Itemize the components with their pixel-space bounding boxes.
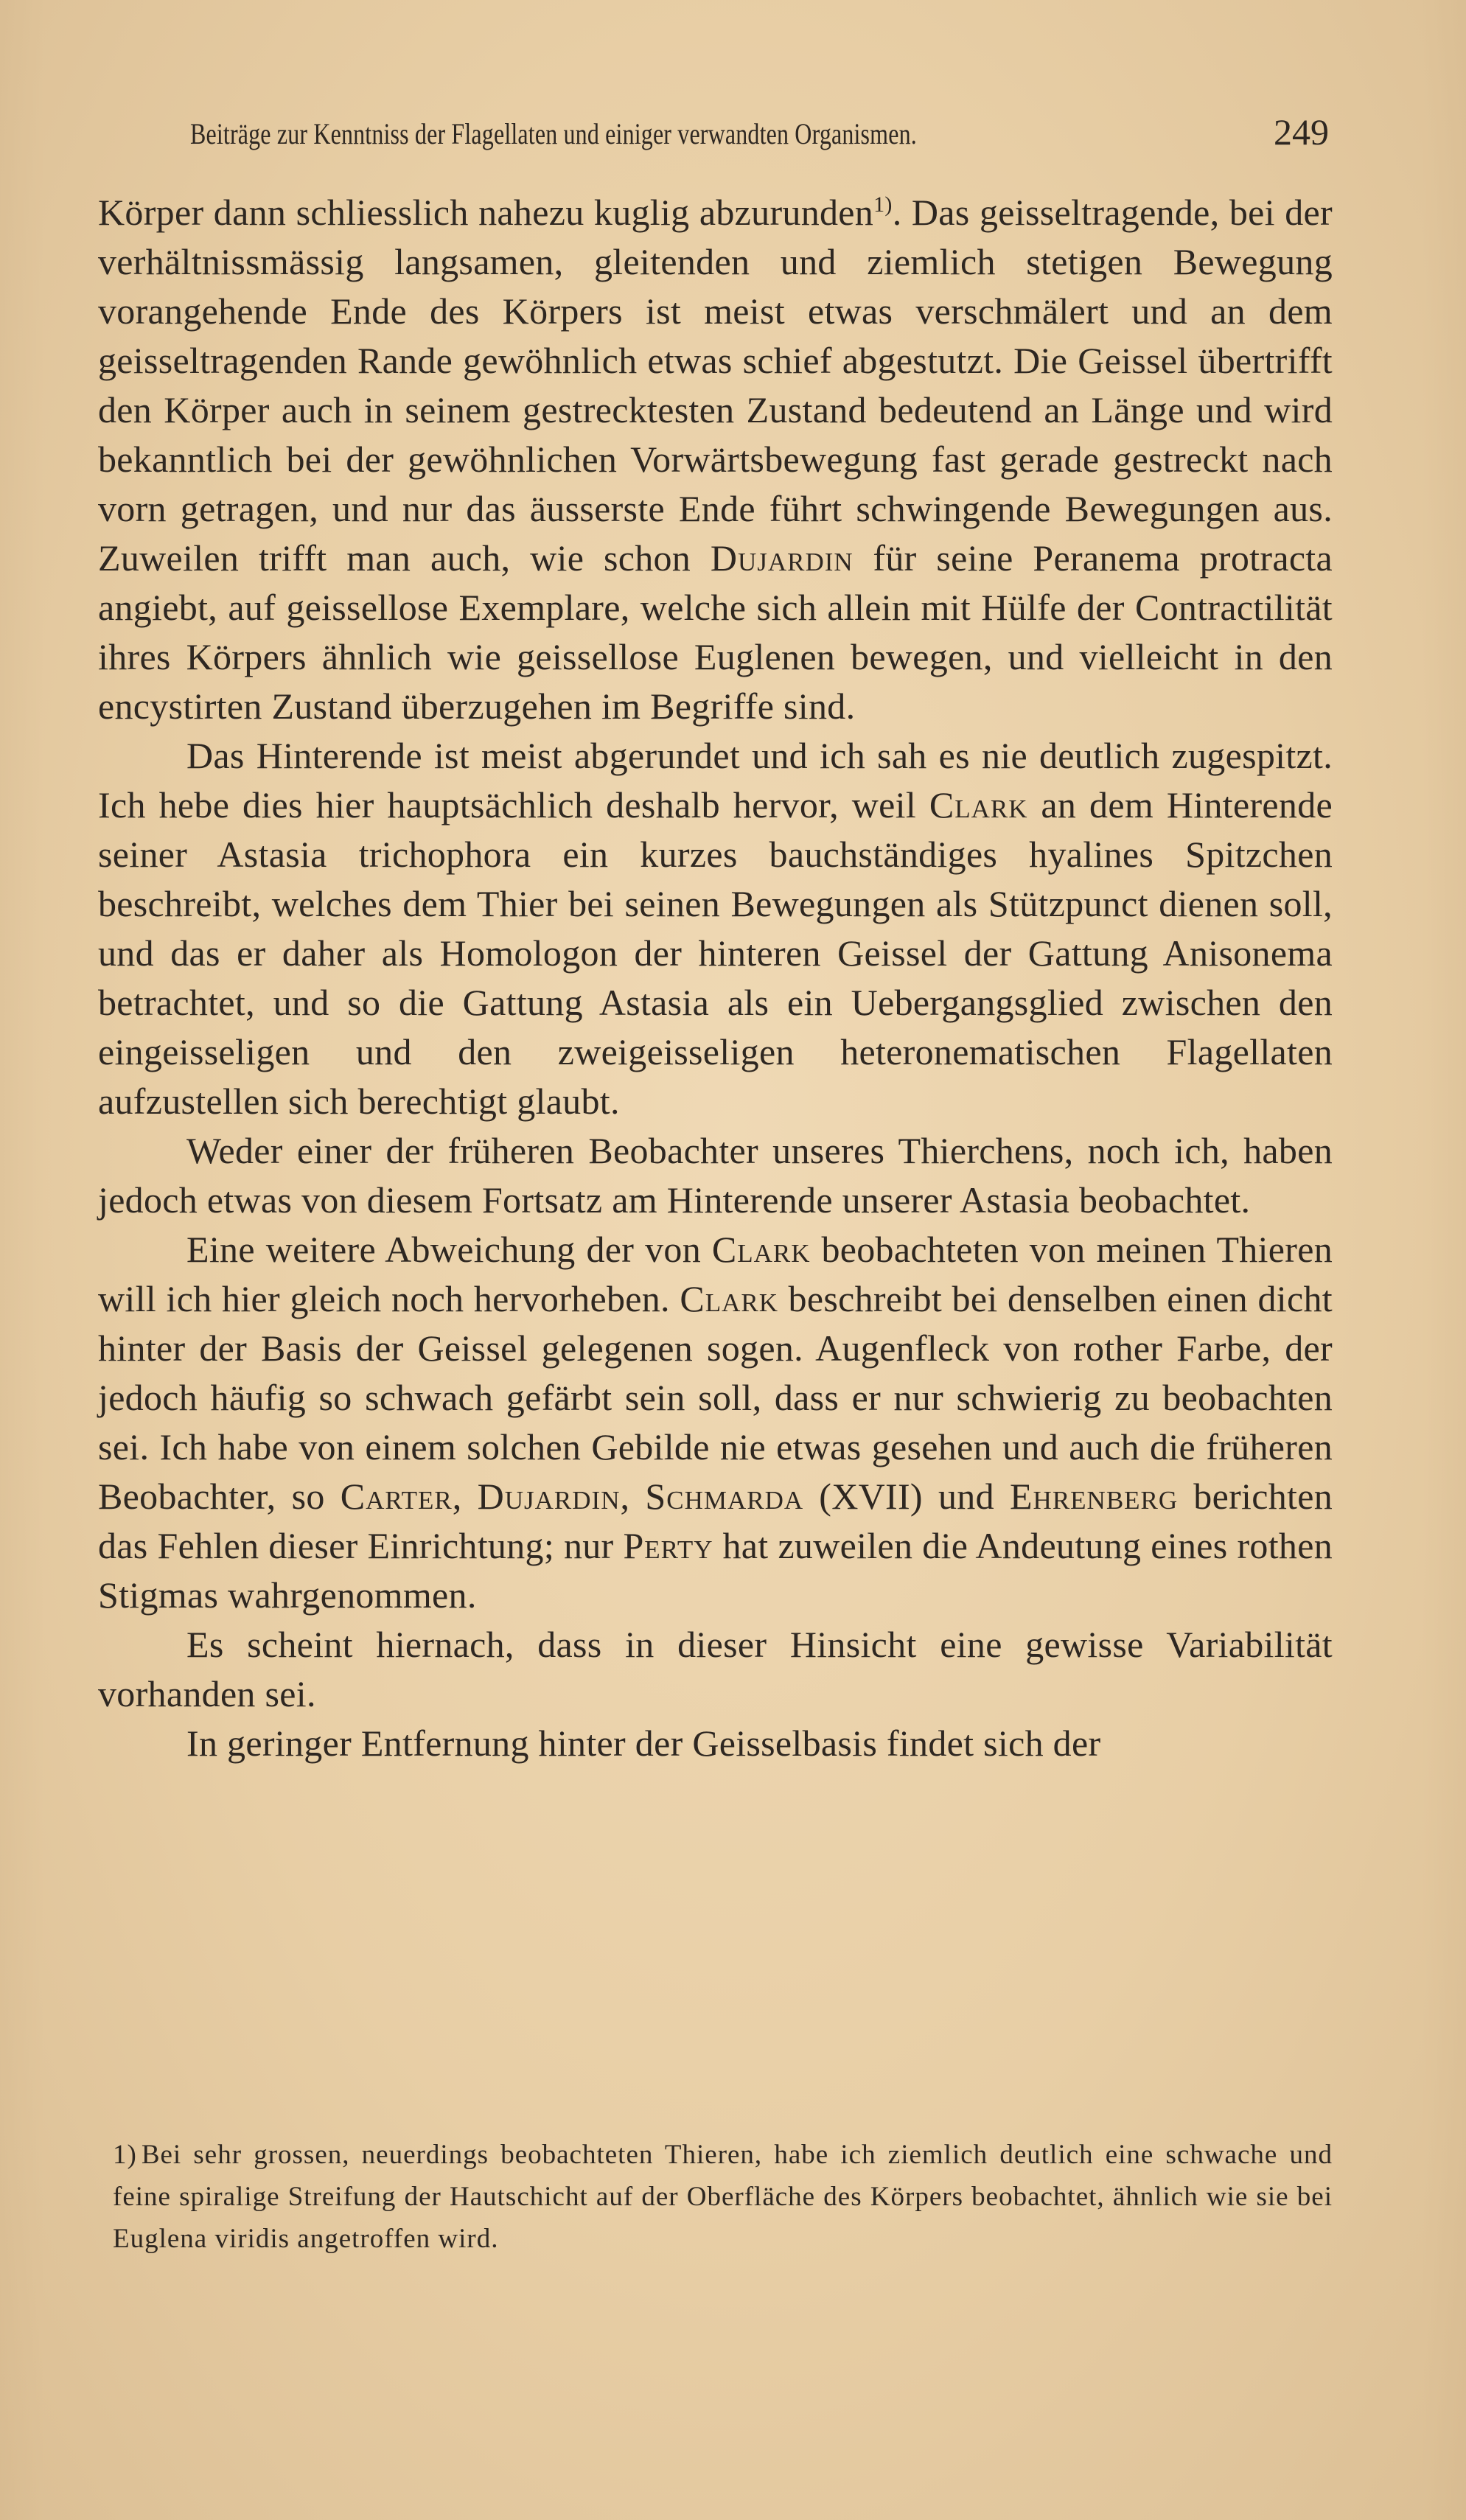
text-run: Eine weitere Abweichung der von <box>186 1229 712 1270</box>
running-title: Beiträge zur Kenntniss der Flagellaten und einiger verwandten Organismen. <box>190 117 917 150</box>
text-run: für seine Peranema protracta angiebt, auf geissellose Exemplare, welche sich allein mit Hülfe der Contractilität ihres Körpers ähnlich wie geissellose Euglenen bewegen, und vielleicht in den encystirten Zustand überzugehen im Begriffe sind. <box>98 537 1333 727</box>
text-run: beobachteten von meinen Thieren will ich hier gleich noch hervorheben. <box>98 1229 1333 1319</box>
page-number: 249 <box>1274 111 1329 153</box>
text-run: . Das geisseltragende, bei der verhältnissmässig langsamen, gleitenden und ziemlich stetigen Bewegung vorangehende Ende des Körpers ist meist etwas verschmälert und an dem geisseltragenden Rande gewöhnlich etwas schief abgestutzt. Die Geissel übertrifft den Körper auch in seinem gestrecktesten Zustand bedeutend an Länge und wird bekanntlich bei der gewöhnlichen Vorwärtsbewegung fast gerade gestreckt nach vorn getragen, und nur das äusserste Ende führt schwingende Bewegungen aus. Zuweilen trifft man auch, wie schon <box>98 192 1333 579</box>
author-name: Clark <box>680 1278 779 1319</box>
author-name: Perty <box>623 1525 713 1566</box>
running-head <box>190 111 1329 162</box>
footnote-text: Bei sehr grossen, neuerdings beobachteten Thieren, habe ich ziemlich deutlich eine schwache und feine spiralige Streifung der Hautschicht auf der Oberfläche des Körpers beobachtet, ähnlich wie sie bei Euglena viridis angetroffen wird. <box>113 2140 1333 2254</box>
paragraph <box>98 731 1333 1126</box>
text-run: beschreibt bei denselben einen dicht hinter der Basis der Geissel gelegenen sogen. Augenfleck von rother Farbe, der jedoch häufig so schwach gefärbt sein soll, dass er nur schwierig zu beobachten sei. Ich habe von einem solchen Gebilde nie etwas gesehen und auch die früheren Beobachter, so <box>98 1278 1333 1517</box>
author-name: Clark <box>711 1229 811 1270</box>
text-run: , <box>452 1476 478 1517</box>
text-run: , <box>620 1476 646 1517</box>
footnote-paragraph <box>113 2134 1333 2260</box>
paragraph: In geringer Entfernung hinter der Geisselbasis findet sich der <box>186 1723 1101 1764</box>
paragraph <box>98 1225 1333 1620</box>
text-run: Das Hinterende ist meist abgerundet und ich sah es nie deutlich zugespitzt. Ich hebe dies hier hauptsächlich deshalb hervor, weil <box>98 735 1333 826</box>
author-name: Clark <box>929 784 1028 826</box>
author-name: Dujardin <box>710 537 854 579</box>
footnote-marker: 1) <box>113 2140 137 2170</box>
author-name: Carter <box>340 1476 453 1517</box>
text-run: (XVII) und <box>803 1476 1011 1517</box>
paragraph <box>98 188 1333 731</box>
text-run: an dem Hinterende seiner Astasia trichophora ein kurzes bauchständiges hyalines Spitzchen beschreibt, welches dem Thier bei seinen Bewegungen als Stützpunct dienen soll, und das er daher als Homologon der hinteren Geissel der Gattung Anisonema betrachtet, und so die Gattung Astasia als ein Uebergangsglied zwischen den eingeisseligen und den zweigeisseligen heteronematischen Flagellaten aufzustellen sich berechtigt glaubt. <box>98 784 1333 1122</box>
author-name: Ehrenberg <box>1010 1476 1179 1517</box>
text-run: berichten das Fehlen dieser Einrichtung; nur <box>98 1476 1333 1566</box>
footnote-reference: 1) <box>873 192 893 217</box>
author-name: Dujardin <box>477 1476 621 1517</box>
text-run: Körper dann schliesslich nahezu kuglig abzurunden <box>98 192 874 233</box>
body-text <box>98 188 1333 1768</box>
text-run: hat zuweilen die Andeutung eines rothen Stigmas wahrgenommen. <box>98 1525 1333 1616</box>
paragraph: Weder einer der früheren Beobachter unseres Thierchens, noch ich, haben jedoch etwas von diesem Fortsatz am Hinterende unserer Astasia beobachtet. <box>98 1130 1333 1221</box>
footnote <box>113 2134 1333 2260</box>
paragraph: Es scheint hiernach, dass in dieser Hinsicht eine gewisse Variabilität vorhanden sei. <box>98 1624 1333 1714</box>
author-name: Schmarda <box>645 1476 804 1517</box>
